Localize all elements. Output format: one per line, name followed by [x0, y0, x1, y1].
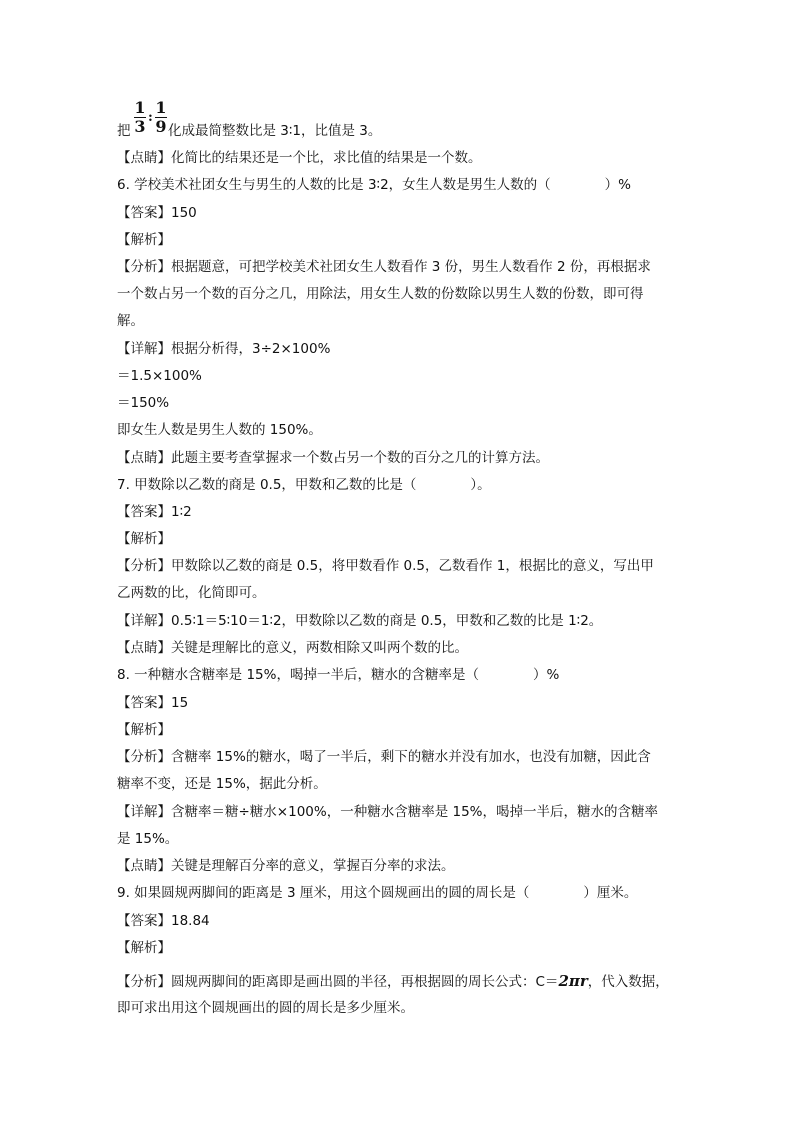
question-9: 9. 如果圆规两脚间的距离是 3 厘米，用这个圆规画出的圆的周长是（ ）厘米。 — [117, 885, 638, 901]
analysis-line: 解。 — [117, 313, 144, 329]
answer-line: 【答案】15 — [117, 695, 189, 711]
answer-line: 【答案】1∶2 — [117, 504, 192, 520]
analysis-heading: 【解析】 — [117, 232, 171, 248]
analysis-line-formula — [117, 972, 669, 991]
fraction-denominator: 3 — [134, 117, 146, 136]
question-6: 6. 学校美术社团女生与男生的人数的比是 3∶2，女生人数是男生人数的（ ）% — [117, 177, 631, 193]
analysis-line: 乙两数的比，化简即可。 — [117, 585, 266, 601]
detail-line: 即女生人数是男生人数的 150%。 — [117, 422, 322, 438]
analysis-line: 【分析】含糖率 15%的糖水，喝了一半后，剩下的糖水并没有加水，也没有加糖，因此含 — [117, 749, 651, 765]
analysis-heading: 【解析】 — [117, 940, 171, 956]
note-line: 【点睛】化简比的结果还是一个比，求比值的结果是一个数。 — [117, 150, 482, 166]
answer-line: 【答案】18.84 — [117, 913, 210, 929]
ratio-line-suffix — [168, 122, 381, 140]
analysis-line: 【分析】根据题意，可把学校美术社团女生人数看作 3 份，男生人数看作 2 份，再根据求 — [117, 259, 651, 275]
ratio-prefix: 把 — [117, 123, 131, 139]
ratio-line-prefix — [117, 122, 131, 140]
detail-line: ＝150% — [117, 395, 170, 411]
question-7: 7. 甲数除以乙数的商是 0.5，甲数和乙数的比是（ ）。 — [117, 477, 491, 493]
analysis-line: 糖率不变，还是 15%，据此分析。 — [117, 776, 327, 792]
analysis-text-after-formula: ，代入数据， — [587, 974, 669, 990]
note-line: 【点睛】关键是理解比的意义，两数相除又叫两个数的比。 — [117, 640, 468, 656]
analysis-text-before-formula: 【分析】圆规两脚间的距离即是画出圆的半径，再根据圆的周长公式：C＝ — [117, 974, 559, 990]
analysis-line: 即可求出用这个圆规画出的圆的周长是多少厘米。 — [117, 1000, 414, 1016]
ratio-colon: : — [148, 110, 153, 125]
fraction-one-third — [134, 100, 146, 135]
ratio-suffix: 化成最简整数比是 3∶1，比值是 3。 — [168, 123, 382, 139]
analysis-heading: 【解析】 — [117, 531, 171, 547]
fraction-one-ninth — [155, 100, 167, 135]
circumference-formula: 2πr — [558, 972, 588, 990]
note-line: 【点睛】此题主要考查掌握求一个数占另一个数的百分之几的计算方法。 — [117, 450, 549, 466]
analysis-heading: 【解析】 — [117, 722, 171, 738]
detail-line: 【详解】含糖率＝糖÷糖水×100%，一种糖水含糖率是 15%，喝掉一半后，糖水的含糖率 — [117, 804, 659, 820]
detail-line: 是 15%。 — [117, 831, 179, 847]
note-line: 【点睛】关键是理解百分率的意义，掌握百分率的求法。 — [117, 858, 455, 874]
fraction-denominator: 9 — [155, 117, 167, 136]
answer-line: 【答案】150 — [117, 205, 197, 221]
detail-line: ＝1.5×100% — [117, 368, 202, 384]
question-8: 8. 一种糖水含糖率是 15%，喝掉一半后，糖水的含糖率是（ ）% — [117, 667, 560, 683]
fraction-numerator: 1 — [155, 98, 167, 117]
analysis-line: 【分析】甲数除以乙数的商是 0.5，将甲数看作 0.5，乙数看作 1，根据比的意义，写出甲 — [117, 558, 654, 574]
detail-line: 【详解】0.5∶1＝5∶10＝1∶2，甲数除以乙数的商是 0.5，甲数和乙数的比是 1∶2。 — [117, 613, 603, 629]
analysis-line: 一个数占另一个数的百分之几，用除法，用女生人数的份数除以男生人数的份数，即可得 — [117, 286, 644, 302]
detail-line: 【详解】根据分析得，3÷2×100% — [117, 341, 331, 357]
fraction-numerator: 1 — [134, 98, 146, 117]
